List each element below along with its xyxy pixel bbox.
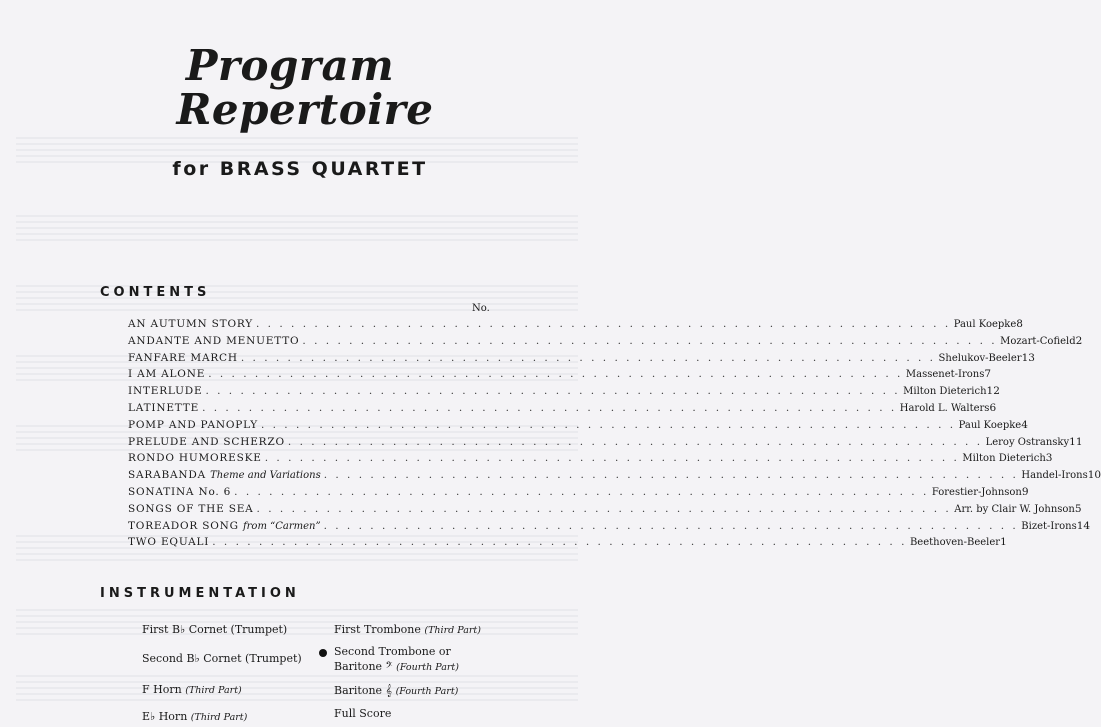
inst-full-score: [334, 707, 391, 720]
leader-dots: . . . . . . . . . . . . . . . . . . . . . . . . . . . . . . . . . . . . . . . . . . . . . . . . . . . . . . . . . . . .: [234, 485, 929, 498]
number-column-heading: No.: [472, 303, 490, 314]
contents-row: [128, 519, 1091, 537]
piece-title-text: TOREADOR SONG: [128, 519, 239, 532]
piece-title-text: AN AUTUMN STORY: [128, 318, 253, 330]
contents-row: [128, 351, 1035, 369]
inst-name: Full Score: [334, 707, 392, 720]
piece-title: [128, 536, 209, 548]
piece-number: 7: [984, 368, 992, 381]
subtitle: for BRASS QUARTET: [172, 158, 428, 180]
piece-number: 1: [1000, 536, 1007, 549]
inst-second-trombone: [334, 645, 451, 658]
contents-row: [128, 401, 997, 419]
contents-list: [128, 318, 1101, 553]
piece-title: [128, 335, 299, 347]
contents-row: [128, 385, 1000, 402]
title-line-1: Program: [185, 41, 395, 90]
leader-dots: . . . . . . . . . . . . . . . . . . . . . . . . . . . . . . . . . . . . . . . . . . . . . . . . . . . . . . . . . . . .: [205, 385, 901, 398]
inst-first-cornet: [142, 623, 287, 636]
piece-title: [128, 318, 253, 330]
leader-dots: . . . . . . . . . . . . . . . . . . . . . . . . . . . . . . . . . . . . . . . . . . . . . . . . . . . . . . . . . . . .: [256, 502, 952, 515]
leader-dots: . . . . . . . . . . . . . . . . . . . . . . . . . . . . . . . . . . . . . . . . . . . . . . . . . . . . . . . . . . . .: [202, 401, 897, 414]
piece-title-text: INTERLUDE: [128, 385, 203, 398]
piece-number: 13: [1021, 351, 1035, 364]
inst-baritone-treble-clef: [334, 684, 458, 698]
inst-eb-horn: [142, 710, 247, 723]
inst-part: (Third Part): [185, 685, 242, 696]
piece-composer: Bizet-Irons: [1021, 520, 1077, 532]
piece-title: [128, 469, 321, 481]
inst-part: (Fourth Part): [395, 686, 459, 697]
contents-row: [128, 452, 1053, 469]
piece-title-text: LATINETTE: [128, 401, 200, 414]
piece-composer: Massenet-Irons: [905, 369, 985, 381]
piece-title-text: FANFARE MARCH: [128, 351, 238, 364]
leader-dots: . . . . . . . . . . . . . . . . . . . . . . . . . . . . . . . . . . . . . . . . . . . . . . . . . . . . . . . . . . . .: [212, 536, 907, 549]
leader-dots: . . . . . . . . . . . . . . . . . . . . . . . . . . . . . . . . . . . . . . . . . . . . . . . . . . . . . . . . . . . .: [240, 351, 936, 364]
piece-composer: Handel-Irons: [1021, 470, 1088, 482]
leader-dots: . . . . . . . . . . . . . . . . . . . . . . . . . . . . . . . . . . . . . . . . . . . . . . . . . . . . . . . . . . . .: [302, 334, 998, 347]
contents-heading: CONTENTS: [100, 285, 211, 300]
contents-row: [128, 485, 1029, 503]
piece-title: [128, 436, 285, 448]
contents-row: [128, 318, 1023, 335]
leader-dots: . . . . . . . . . . . . . . . . . . . . . . . . . . . . . . . . . . . . . . . . . . . . . . . . . . . . . . . . . . . .: [287, 435, 983, 448]
piece-number: 3: [1045, 452, 1053, 465]
piece-composer: Leroy Ostransky: [985, 436, 1070, 448]
piece-number: 14: [1076, 519, 1091, 532]
piece-title: [128, 385, 202, 397]
inst-first-trombone: [334, 623, 481, 636]
title-block: [0, 41, 600, 134]
title-line-2: Repertoire: [176, 85, 434, 134]
piece-title: [128, 352, 238, 364]
piece-title-text: SONATINA No. 6: [128, 485, 232, 498]
piece-title: [128, 452, 262, 464]
inst-name: E♭ Horn: [142, 710, 188, 723]
piece-title: [128, 419, 258, 431]
piece-title-text: RONDO HUMORESKE: [128, 452, 262, 465]
inst-baritone-bass-clef: [334, 660, 459, 674]
piece-number: 11: [1069, 435, 1083, 448]
piece-title: [128, 402, 199, 414]
inst-name: First Trombone: [334, 623, 421, 636]
piece-note: from “Carmen”: [242, 520, 321, 532]
piece-composer: Harold L. Walters: [899, 402, 990, 414]
piece-title: [128, 520, 321, 532]
piece-number: 6: [989, 401, 997, 414]
leader-dots: . . . . . . . . . . . . . . . . . . . . . . . . . . . . . . . . . . . . . . . . . . . . . . . . . . . . . . . . . . . .: [323, 469, 1019, 482]
bullet-icon: [319, 649, 327, 657]
inst-part: (Fourth Part): [396, 662, 459, 673]
piece-title-text: TWO EQUALI: [128, 536, 210, 549]
leader-dots: . . . . . . . . . . . . . . . . . . . . . . . . . . . . . . . . . . . . . . . . . . . . . . . . . . . . . . . . . . . .: [264, 452, 960, 465]
inst-name: F Horn: [142, 683, 182, 696]
inst-second-cornet: [142, 652, 302, 665]
piece-composer: Paul Koepke: [958, 419, 1022, 431]
piece-number: 4: [1021, 418, 1028, 431]
contents-row: [128, 418, 1028, 436]
piece-number: 2: [1075, 334, 1083, 347]
contents-row: [128, 469, 1101, 486]
piece-title-text: SARABANDA: [128, 469, 206, 482]
piece-number: 5: [1074, 502, 1082, 515]
contents-row: [128, 334, 1083, 352]
piece-title: [128, 368, 205, 380]
piece-composer: Mozart-Cofield: [1000, 335, 1076, 347]
contents-row: [128, 368, 992, 385]
contents-row: [128, 502, 1082, 520]
leader-dots: . . . . . . . . . . . . . . . . . . . . . . . . . . . . . . . . . . . . . . . . . . . . . . . . . . . . . . . . . . . .: [256, 318, 951, 330]
inst-name: Baritone 𝄢: [334, 660, 393, 673]
inst-name: Baritone 𝄞: [334, 684, 393, 697]
piece-composer: Forestier-Johnson: [931, 486, 1022, 498]
inst-f-horn: [142, 683, 242, 696]
instrumentation-heading: INSTRUMENTATION: [100, 586, 300, 601]
piece-note: Theme and Variations: [210, 470, 321, 482]
piece-number: 9: [1021, 485, 1029, 498]
inst-name: Second Trombone or: [334, 645, 451, 658]
piece-number: 12: [986, 385, 1000, 398]
piece-composer: Arr. by Clair W. Johnson: [954, 503, 1075, 515]
contents-row: [128, 435, 1083, 453]
piece-title: [128, 486, 231, 498]
piece-title: [128, 503, 254, 515]
piece-number: 10: [1087, 469, 1101, 482]
piece-title-text: SONGS OF THE SEA: [128, 502, 254, 515]
piece-title-text: POMP AND PANOPLY: [128, 418, 258, 431]
inst-part: (Third Part): [190, 712, 248, 723]
piece-composer: Shelukov-Beeler: [938, 352, 1022, 364]
inst-name: Second B♭ Cornet (Trumpet): [142, 652, 302, 665]
piece-title-text: PRELUDE AND SCHERZO: [128, 435, 285, 448]
piece-number: 8: [1016, 318, 1023, 330]
inst-name: First B♭ Cornet (Trumpet): [142, 623, 288, 636]
piece-composer: Beethoven-Beeler: [909, 537, 1001, 549]
contents-row: [128, 536, 1007, 553]
piece-composer: Paul Koepke: [953, 319, 1017, 330]
inst-part: (Third Part): [424, 625, 481, 636]
piece-composer: Milton Dieterich: [903, 386, 987, 398]
leader-dots: . . . . . . . . . . . . . . . . . . . . . . . . . . . . . . . . . . . . . . . . . . . . . . . . . . . . . . . . . . . .: [323, 519, 1019, 532]
leader-dots: . . . . . . . . . . . . . . . . . . . . . . . . . . . . . . . . . . . . . . . . . . . . . . . . . . . . . . . . . . . .: [208, 368, 903, 381]
piece-title-text: I AM ALONE: [128, 368, 206, 381]
piece-title-text: ANDANTE AND MENUETTO: [128, 334, 300, 347]
leader-dots: . . . . . . . . . . . . . . . . . . . . . . . . . . . . . . . . . . . . . . . . . . . . . . . . . . . . . . . . . . . .: [260, 418, 956, 431]
piece-composer: Milton Dieterich: [962, 453, 1046, 465]
